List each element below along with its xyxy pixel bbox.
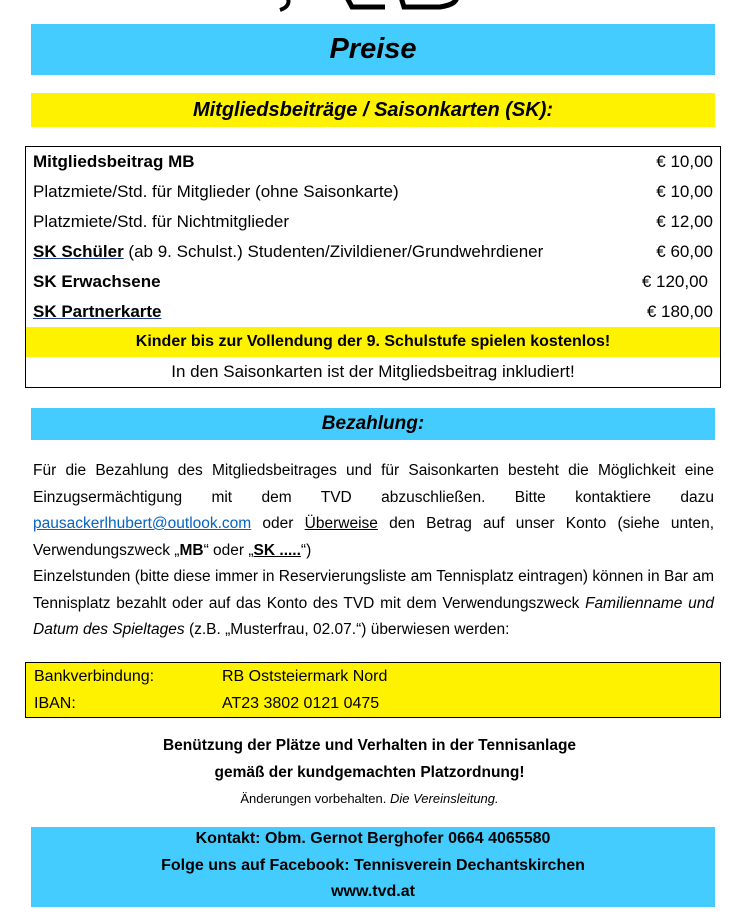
price-row — [33, 207, 713, 237]
email-link[interactable]: pausackerlhubert@outlook.com — [33, 515, 252, 532]
price-label-detail: (ab 9. Schulst.) Studenten/Zivildiener/Grundwehrdiener — [123, 242, 544, 261]
price-amount: € 10,00 — [656, 182, 713, 201]
kids-free-note: Kinder bis zur Vollendung der 9. Schulstufe spielen kostenlos! — [26, 327, 720, 357]
contact-person: Kontakt: Obm. Gernot Berghofer 0664 4065580 — [195, 830, 551, 847]
payment-text-part: den Betrag auf unser Konto (siehe unten, Verwendungszweck „ — [33, 515, 714, 559]
title-banner — [31, 24, 715, 75]
iban-row — [34, 690, 379, 717]
price-row — [33, 297, 713, 327]
price-amount: € 180,00 — [646, 302, 713, 321]
payment-heading-banner — [31, 408, 715, 440]
payment-text-part: Für die Bezahlung des Mitgliedsbeitrages und für Saisonkarten besteht die Möglichkeit eine Einzugsermächtigung mit dem TVD abzuschließen. Bitte kontaktiere dazu — [33, 462, 714, 506]
price-row — [33, 267, 713, 297]
payment-text-part: oder — [251, 515, 305, 532]
bank-row — [34, 663, 387, 690]
changes-note: Änderungen vorbehalten. — [240, 791, 387, 806]
logo-fragment — [0, 0, 739, 14]
price-label-name: SK Schüler — [33, 242, 124, 261]
price-amount: € 120,00 — [641, 272, 708, 291]
price-row — [33, 147, 713, 177]
price-label: SK Partnerkarte — [33, 302, 162, 321]
iban-value: AT23 3802 0121 0475 — [222, 694, 380, 712]
price-row — [33, 237, 713, 267]
rules-note — [0, 791, 739, 806]
price-label: Platzmiete/Std. für Nichtmitglieder — [33, 212, 290, 231]
bank-value: RB Oststeiermark Nord — [222, 667, 388, 685]
rules-line-1: Benützung der Plätze und Verhalten in der Tennisanlage — [162, 737, 577, 754]
payment-text — [33, 458, 714, 644]
payment-text-part: “) — [300, 541, 312, 559]
membership-heading-banner — [31, 93, 715, 127]
rules-line-2: gemäß der kundgemachten Platzordnung! — [214, 764, 525, 781]
membership-heading: Mitgliedsbeiträge / Saisonkarten (SK): — [192, 98, 554, 121]
payment-text-part: “ oder „ — [203, 541, 254, 559]
purpose-example: Familienname und Datum des Spieltages — [33, 594, 715, 638]
purpose-mb: MB — [179, 541, 204, 559]
price-amount: € 10,00 — [656, 152, 713, 171]
price-table — [25, 146, 721, 388]
payment-text-part: (z.B. „Musterfrau, 02.07.“) überwiesen werden: — [184, 621, 510, 638]
price-label: Platzmiete/Std. für Mitglieder (ohne Saisonkarte) — [33, 182, 399, 201]
price-amount: € 12,00 — [656, 212, 713, 231]
board-signature: Die Vereinsleitung. — [390, 791, 499, 806]
bank-label: Bankverbindung: — [34, 667, 155, 685]
price-amount: € 60,00 — [656, 242, 713, 261]
single-hours-paragraph — [33, 564, 714, 644]
contact-banner — [31, 827, 715, 907]
iban-label: IBAN: — [34, 694, 76, 712]
page-title: Preise — [329, 33, 417, 65]
price-label: SK Erwachsene — [33, 272, 161, 291]
price-row — [33, 177, 713, 207]
purpose-sk: SK ..... — [253, 541, 301, 559]
bank-details — [25, 662, 721, 718]
price-label: Mitgliedsbeitrag MB — [33, 152, 195, 171]
payment-text-part: Einzelstunden (bitte diese immer in Reservierungsliste am Tennisplatz eintragen) können in Bar am Tennisplatz bezahlt oder auf das Konto des TVD mit dem Verwendungszweck — [33, 568, 714, 612]
payment-heading: Bezahlung: — [321, 413, 425, 434]
transfer-word: Überweise — [304, 515, 378, 532]
included-note: In den Saisonkarten ist der Mitgliedsbeitrag inkludiert! — [171, 362, 575, 381]
payment-paragraph — [33, 458, 714, 564]
website-link[interactable]: www.tvd.at — [331, 883, 415, 900]
price-label — [33, 242, 543, 262]
facebook-line: Folge uns auf Facebook: Tennisverein Dechantskirchen — [161, 857, 585, 874]
